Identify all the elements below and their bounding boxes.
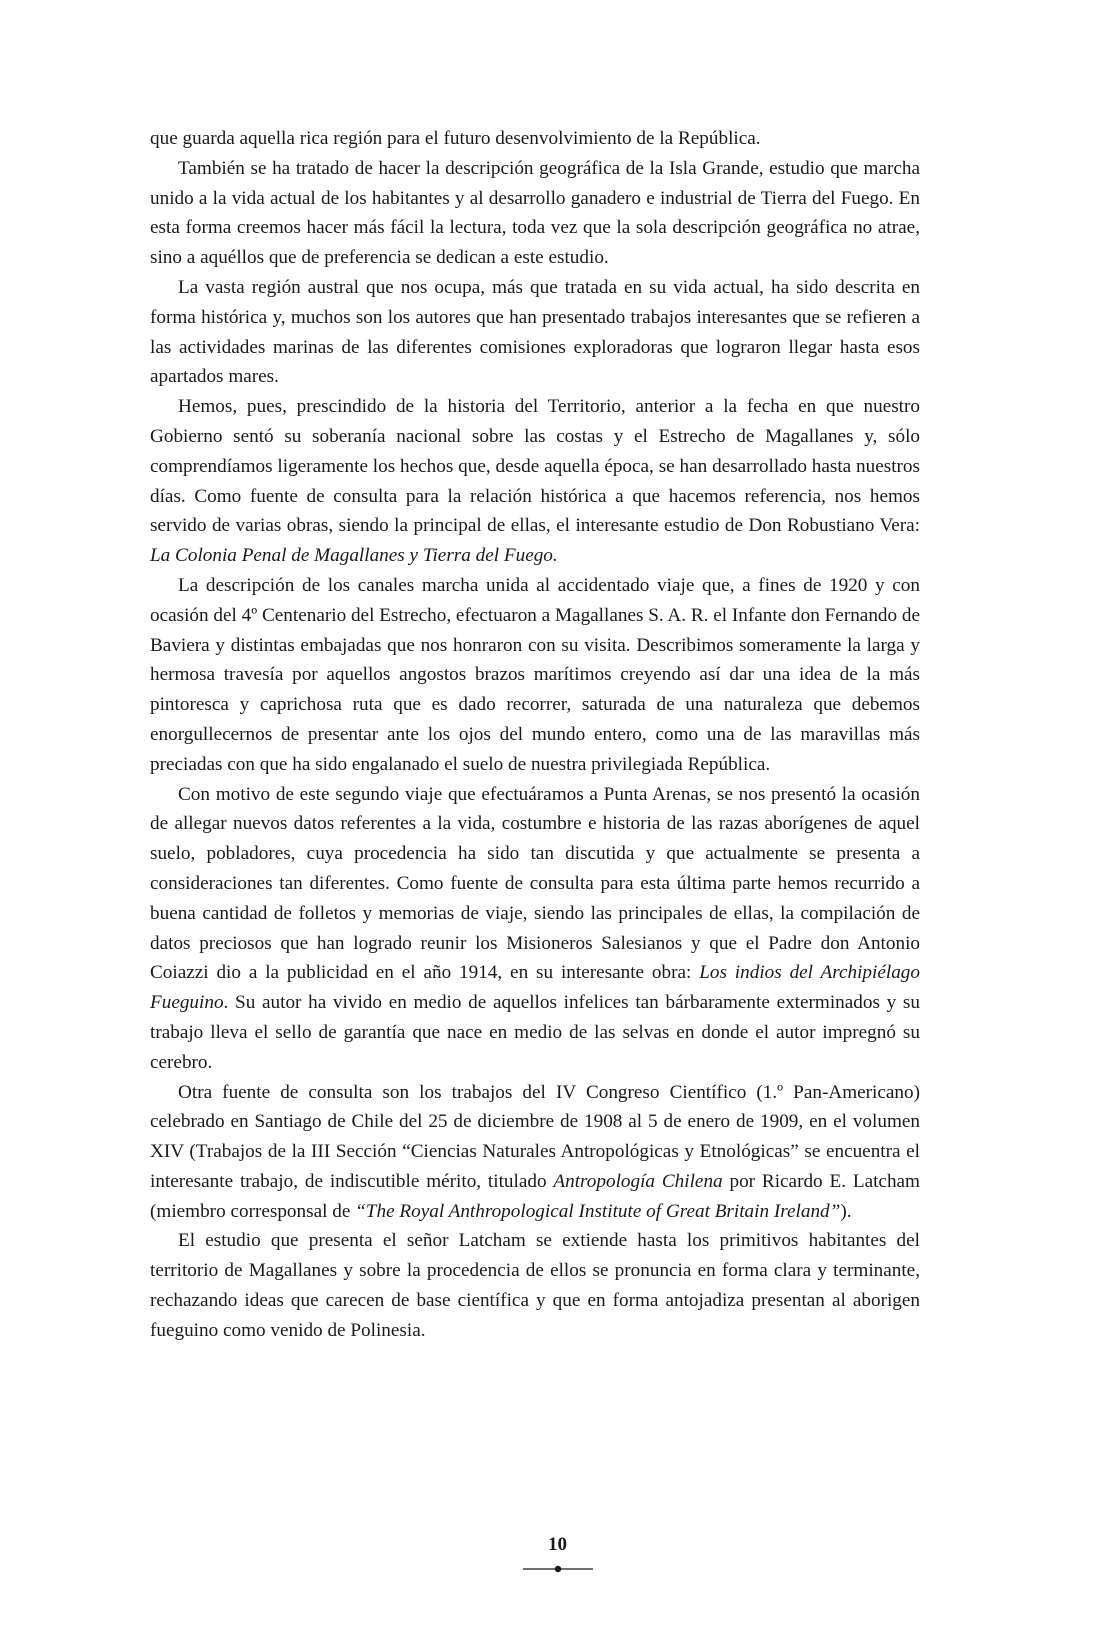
paragraph-2 (150, 154, 920, 273)
institute-name-italic: “The Royal Anthropological Institute of Great Britain Ireland” (355, 1200, 841, 1222)
paragraph-text-middle: por Ricardo E. Latcham (miembro corresponsal de (150, 1170, 920, 1222)
paragraph-7 (150, 1078, 920, 1227)
paragraph-text: Hemos, pues, prescindido de la historia del Territorio, anterior a la fecha en que nuestro Gobierno sentó su soberanía nacional sobre las costas y el Estrecho de Magallanes y, sólo comprendíamos ligeramente los hechos que, desde aquella época, se han desarrollado hasta nuestros días. Como fuente de consulta para la relación histórica a que hacemos referencia, nos hemos servido de varias obras, siendo la principal de ellas, el interesante estudio de Don Robustiano Vera: (150, 396, 920, 537)
page-footer (0, 1533, 1115, 1574)
paragraph-text: El estudio que presenta el señor Latcham se extiende hasta los primitivos habitantes del territorio de Magallanes y sobre la procedencia de ellos se pronuncia en forma clara y terminante, rechazando ideas que carecen de base científica y que en forma antojadiza presentan al aborigen fueguino como venido de Polinesia. (150, 1230, 920, 1341)
folio-ornament-icon (523, 1564, 593, 1574)
paragraph-text: La vasta región austral que nos ocupa, más que tratada en su vida actual, ha sido descrita en forma histórica y, muchos son los autores que han presentado trabajos interesantes que se refieren a las actividades marinas de las diferentes comisiones exploradoras que lograron llegar hasta esos apartados mares. (150, 276, 920, 388)
paragraph-text-tail: . Su autor ha vivido en medio de aquellos infelices tan bárbaramente exterminados y su trabajo lleva el sello de garantía que nace en medio de las selvas en donde el autor impregnó su cerebro. (150, 992, 920, 1073)
paragraph-text: Con motivo de este segundo viaje que efectuáramos a Punta Arenas, se nos presentó la ocasión de allegar nuevos datos referentes a la vida, costumbre e historia de las razas aborígenes de aquel suelo, pobladores, cuya procedencia ha sido tan discutida y que actualmente se presenta a consideraciones tan diferentes. Como fuente de consulta para esta última parte hemos recurrido a buena cantidad de folletos y memorias de viaje, siendo las principales de ellas, la compilación de datos preciosos que han logrado reunir los Misioneros Salesianos y que el Padre don Antonio Coiazzi dio a la publicidad en el año 1914, en su interesante obra: (150, 783, 920, 984)
paragraph-5 (150, 571, 920, 780)
paragraph-text-tail: ). (840, 1200, 852, 1222)
paragraph-text: También se ha tratado de hacer la descripción geográfica de la Isla Grande, estudio que marcha unido a la vida actual de los habitantes y al desarrollo ganadero e industrial de Tierra del Fuego. En esta forma creemos hacer más fácil la lectura, toda vez que la sola descripción geográfica no atrae, sino a aquéllos que de preferencia se dedican a este estudio. (150, 157, 920, 269)
paragraph-text: La descripción de los canales marcha unida al accidentado viaje que, a fines de 1920 y con ocasión del 4º Centenario del Estrecho, efectuaron a Magallanes S. A. R. el Infante don Fernando de Baviera y distintas embajadas que nos honraron con su visita. Describimos someramente la larga y hermosa travesía por aquellos angostos brazos marítimos creyendo así dar una idea de la más pintoresca y caprichosa ruta que es dado recorrer, saturada de una naturaleza que debemos enorgullecernos de presentar ante los ojos del mundo entero, como una de las maravillas más preciadas con que ha sido engalanado el suelo de nuestra privilegiada República. (150, 574, 921, 775)
page-number: 10 (548, 1534, 567, 1555)
paragraph-text: Otra fuente de consulta son los trabajos del IV Congreso Científico (1.º Pan-Americano) celebrado en Santiago de Chile del 25 de diciembre de 1908 al 5 de enero de 1909, en el volumen XIV (Trabajos de la III Sección “Ciencias Naturales Antropológicas y Etnológicas” se encuentra el interesante trabajo, de indiscutible mérito, titulado (150, 1081, 920, 1192)
paragraph-4 (150, 392, 920, 571)
book-title-italic: La Colonia Penal de Magallanes y Tierra del Fuego. (150, 545, 558, 567)
book-title-italic: Los indios del Archipiélago Fueguino (150, 962, 920, 1014)
page-body (150, 124, 920, 1346)
paragraph-text: que guarda aquella rica región para el futuro desenvolvimiento de la República. (150, 128, 761, 149)
paragraph-1 (150, 124, 920, 154)
paragraph-8 (150, 1226, 920, 1345)
work-title-italic: Antropología Chilena (553, 1170, 723, 1192)
paragraph-6 (150, 780, 920, 1078)
paragraph-3 (150, 273, 920, 392)
